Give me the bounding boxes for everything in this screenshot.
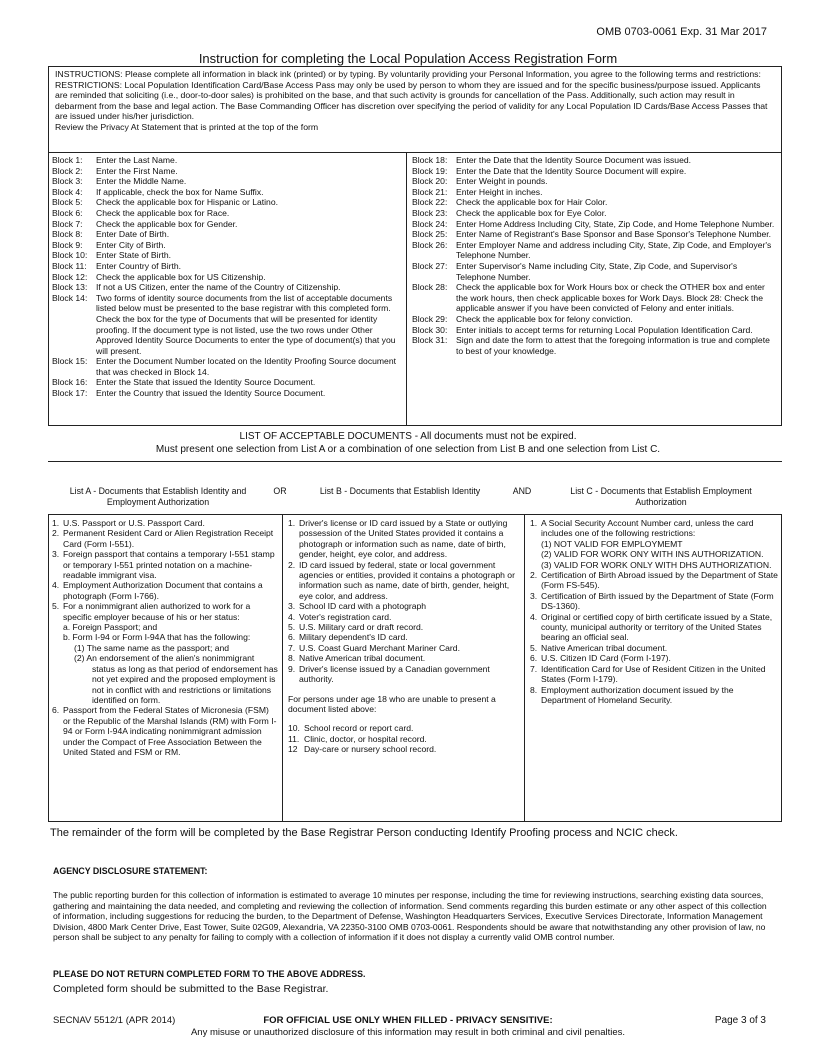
block-number: Block 19: — [412, 165, 448, 176]
list-item: 1. Driver's license or ID card issued by a State or outlying possession of the United States provided it contains a photograph or information such as name, date of birth, gender, height, eye color, and address. — [288, 518, 508, 560]
block-number: Block 22: — [412, 197, 448, 208]
divider — [524, 514, 525, 822]
list-subitem: (1) NOT VALID FOR EMPLOYMEMT — [541, 538, 683, 549]
block-instruction — [412, 240, 778, 261]
blocks-left-column — [52, 155, 402, 399]
block-text: Check the applicable box for Race. — [96, 207, 230, 218]
official-use-notice: FOR OFFICIAL USE ONLY WHEN FILLED - PRIVACY SENSITIVE: — [263, 1015, 553, 1026]
acceptable-documents-subtitle: Must present one selection from List A or a combination of one selection from List B and one selection from List C. — [155, 444, 661, 455]
list-item: 3. Foreign passport that contains a temporary I-551 stamp or temporary I-551 printed notation on a machine-readable immigrant visa. — [52, 549, 275, 581]
block-number: Block 14: — [52, 292, 88, 303]
list-item: 2. Certification of Birth Abroad issued by the Department of State (Form FS-545). — [530, 570, 778, 591]
block-text: Enter Name of Registrant's Base Sponsor and Base Sponsor's Telephone Number. — [456, 229, 772, 240]
list-item: 4. Original or certified copy of birth certificate issued by a State, county, municipal authority or territory of the United States bearing an official seal. — [530, 611, 773, 643]
block-number: Block 4: — [52, 186, 83, 197]
block-number: Block 15: — [52, 356, 88, 367]
block-instruction — [412, 282, 778, 314]
block-number: Block 31: — [412, 335, 448, 346]
block-text: Check the applicable box for Work Hours box or check the OTHER box and enter the work hours, then check applicable boxes for Work Days. Block 28: Check the applicable answer if you have been convicted of Felony and enter initials. — [456, 282, 765, 314]
agency-disclosure-heading: AGENCY DISCLOSURE STATEMENT: — [53, 866, 208, 876]
block-instruction — [52, 377, 402, 388]
list-item: 2. Permanent Resident Card or Alien Registration Receipt Card (Form I-551). — [52, 528, 274, 549]
block-number: Block 5: — [52, 197, 83, 208]
block-number: Block 16: — [52, 377, 88, 388]
list-item: 3. School ID card with a photograph — [288, 601, 427, 612]
form-id: SECNAV 5512/1 (APR 2014) — [53, 1015, 176, 1026]
acceptable-documents-header — [0, 430, 816, 456]
block-text: Check the applicable box for Eye Color. — [456, 207, 607, 218]
list-item: 12 Day-care or nursery school record. — [288, 744, 437, 755]
list-c-heading: List C - Documents that Establish Employment Authorization — [570, 486, 752, 507]
block-instruction — [412, 335, 778, 356]
list-item: 7. U.S. Coast Guard Merchant Mariner Card. — [288, 642, 460, 653]
block-instruction — [52, 197, 402, 208]
block-instruction — [52, 166, 402, 177]
block-instruction — [412, 187, 778, 198]
block-instruction — [52, 155, 402, 166]
block-number: Block 7: — [52, 218, 83, 229]
block-text: Enter Employer Name and address including City, State, Zip Code, and Employer's Telephone Number. — [456, 239, 772, 261]
block-text: Two forms of identity source documents from the list of acceptable documents listed below must be presented to the base registrar with this completed form. Check the box for the type of Documents that will be presented for identity proofing. If the document type is not listed, use the two rows under Other Approved Identity Source Documents to enter the type of document(s) that you will present. — [96, 292, 396, 356]
block-instruction — [52, 250, 402, 261]
minors-note: For persons under age 18 who are unable to present a document listed above: — [288, 693, 496, 714]
privacy-note: Review the Privacy At Statement that is printed at the top of the form — [55, 121, 319, 132]
block-instruction — [52, 176, 402, 187]
list-a — [52, 518, 278, 757]
block-text: If not a US Citizen, enter the name of the Country of Citizenship. — [96, 282, 341, 293]
block-text: Check the applicable box for Hair Color. — [456, 197, 608, 208]
block-text: Check the applicable box for felony conviction. — [456, 313, 633, 324]
divider — [406, 153, 407, 426]
list-subitem: (2) VALID FOR WORK ONY WITH INS AUTHORIZATION. — [541, 549, 764, 560]
list-item: 3. Certification of Birth issued by the Department of State (Form DS-1360). — [530, 590, 774, 612]
block-instruction — [412, 176, 778, 187]
block-instruction — [52, 272, 402, 283]
list-item: 6. Military dependent's ID card. — [288, 632, 408, 643]
block-instruction — [52, 293, 402, 357]
block-number: Block 11: — [52, 260, 87, 271]
block-text: Enter the Middle Name. — [96, 176, 187, 187]
block-instruction — [412, 314, 778, 325]
list-item: 10. School record or report card. — [288, 723, 414, 734]
block-text: Enter the State that issued the Identity Source Document. — [96, 377, 316, 388]
agency-disclosure-text: The public reporting burden for this collection of information is estimated to average 10 minutes per response, including the time for reviewing instructions, searching existing data sources, gathering and maintaining the data needed, and completing and reviewing the collection of information. Send comments regarding this burden estimate or any other aspect of this collection of information, including suggestions for reducing the burden, to the Department of Defense, Washington Headquarters Services, Executive Services Directorate, Information Management Division, 4800 Mark Center Drive, East Tower, Suite 02G09, Alexandria, VA 22350-3100 OMB 0703-0061. Respondents should be aware that notwithstanding any other provision of law, no person shall be subject to any penalty for failing to comply with a collection of information if it does not display a currently valid OMB control number. — [53, 890, 767, 943]
block-instruction — [52, 356, 402, 377]
block-instruction — [412, 197, 778, 208]
list-item: 2. ID card issued by federal, state or local government agencies or entities, provided it contains a photograph or information such as name, date of birth, gender, height, eye color, and address. — [288, 559, 515, 601]
list-item: 6. Passport from the Federal States of Micronesia (FSM) or the Republic of the Marshal Islands (RM) with Form I-94 or Form I-94A indicating nonimmigrant admission under the Compact of Free Association Between the United Stated and FSM or RM. — [52, 705, 277, 757]
submit-note: Completed form should be submitted to the Base Registrar. — [53, 983, 329, 995]
restrictions-paragraph: RESTRICTIONS: Local Population Identification Card/Base Access Pass may only be used by person to whom they are issued and for the specific business/purpose issued. Applicants are reminded that soliciting (i.e., door-to-door sales) is prohibited on the base, and that such activity is grounds for cancellation of the Pass. Additionally, such action may result in debarment from the base and legal action. The Base Commanding Officer has discretion over specifying the period of validity for any Local Population ID Cards/Base Access Passes that are issued under his/her jurisdiction. — [55, 79, 768, 122]
block-text: Enter initials to accept terms for returning Local Population Identification Card. — [456, 324, 753, 335]
list-b — [288, 518, 520, 755]
list-item: 11. Clinic, doctor, or hospital record. — [288, 733, 427, 744]
block-text: Enter the Date that the Identity Source Document will expire. — [456, 165, 687, 176]
block-text: Enter Country of Birth. — [96, 260, 182, 271]
list-item: 9. Driver's license issued by a Canadian government authority. — [288, 663, 490, 685]
block-instruction — [52, 229, 402, 240]
block-text: Enter the First Name. — [96, 165, 178, 176]
and-label: AND — [512, 486, 532, 496]
misuse-warning: Any misuse or unauthorized disclosure of this information may result in both criminal and civil penalties. — [190, 1027, 626, 1038]
list-b-heading: List B - Documents that Establish Identity — [319, 486, 481, 496]
block-number: Block 24: — [412, 218, 448, 229]
divider — [48, 152, 782, 153]
list-item: 4. Employment Authorization Document that contains a photograph (Form I-766). — [52, 580, 263, 601]
block-text: Check the applicable box for Hispanic or Latino. — [96, 197, 279, 208]
block-text: Check the applicable box for US Citizenship. — [96, 271, 266, 282]
block-number: Block 8: — [52, 229, 83, 240]
block-number: Block 3: — [52, 176, 83, 187]
block-instruction — [52, 282, 402, 293]
list-item: 8. Employment authorization document issued by the Department of Homeland Security. — [530, 684, 734, 705]
block-instruction — [52, 240, 402, 251]
block-number: Block 13: — [52, 282, 88, 293]
block-number: Block 28: — [412, 282, 448, 293]
or-label: OR — [273, 486, 287, 496]
block-text: Enter Supervisor's Name including City, State, Zip Code, and Supervisor's Telephone Number. — [456, 260, 738, 282]
block-number: Block 29: — [412, 313, 448, 324]
instructions-text — [55, 69, 775, 133]
block-text: Enter Date of Birth. — [96, 229, 170, 240]
block-number: Block 30: — [412, 324, 448, 335]
list-subitem: (3) VALID FOR WORK ONLY WITH DHS AUTHORIZATION. — [541, 559, 772, 570]
block-text: Enter Weight in pounds. — [456, 176, 548, 187]
block-text: Enter the Last Name. — [96, 155, 178, 165]
block-instruction — [412, 219, 778, 230]
block-number: Block 17: — [52, 388, 88, 399]
block-number: Block 6: — [52, 207, 83, 218]
block-number: Block 25: — [412, 229, 448, 240]
block-text: Enter State of Birth. — [96, 250, 171, 261]
block-instruction — [52, 187, 402, 198]
list-c — [530, 518, 778, 705]
list-item: 1. A Social Security Account Number card, unless the card includes one of the following restrictions: — [530, 518, 754, 539]
block-number: Block 27: — [412, 260, 448, 271]
divider — [282, 514, 283, 822]
block-number: Block 26: — [412, 239, 448, 250]
list-subitem: a. Foreign Passport; and — [63, 622, 158, 633]
divider — [48, 461, 782, 462]
block-number: Block 18: — [412, 155, 448, 165]
list-item: 6. U.S. Citizen ID Card (Form I-197). — [530, 653, 671, 664]
block-number: Block 10: — [52, 250, 88, 261]
block-text: Enter Height in inches. — [456, 186, 543, 197]
block-text: If applicable, check the box for Name Suffix. — [96, 186, 264, 197]
no-return-notice: PLEASE DO NOT RETURN COMPLETED FORM TO THE ABOVE ADDRESS. — [53, 969, 366, 979]
block-text: Enter the Date that the Identity Source Document was issued. — [456, 155, 692, 165]
remainder-note: The remainder of the form will be completed by the Base Registrar Person conducting Identify Proofing process and NCIC check. — [50, 827, 678, 839]
list-item: 4. Voter's registration card. — [288, 611, 392, 622]
block-number: Block 1: — [52, 155, 83, 165]
list-item: 7. Identification Card for Use of Resident Citizen in the United States (Form I-179). — [530, 663, 766, 685]
spacer — [288, 714, 520, 723]
block-text: Sign and date the form to attest that the foregoing information is true and complete to best of your knowledge. — [456, 335, 770, 356]
block-number: Block 2: — [52, 165, 83, 176]
block-instruction — [52, 261, 402, 272]
instructions-paragraph: INSTRUCTIONS: Please complete all information in black ink (printed) or by typing. By voluntarily providing your Personal Information, you agree to the following terms and restrictions: — [55, 69, 761, 79]
block-text: Enter the Country that issued the Identity Source Document. — [96, 388, 326, 399]
block-number: Block 21: — [412, 186, 448, 197]
omb-number: OMB 0703-0061 Exp. 31 Mar 2017 — [596, 26, 767, 38]
block-instruction — [412, 261, 778, 282]
list-a-heading: List A - Documents that Establish Identity and Employment Authorization — [69, 486, 247, 507]
block-number: Block 9: — [52, 239, 83, 250]
list-subitem: (2) An endorsement of the alien's nonimmigrant status as long as that period of endorsement has not yet expired and the proposed employment is not in conflict with and restrictions or limitations identified on form. — [74, 653, 278, 705]
block-number: Block 12: — [52, 271, 88, 282]
block-instruction — [412, 155, 778, 166]
list-item: 5. U.S. Military card or draft record. — [288, 622, 424, 633]
block-instruction — [412, 325, 778, 336]
list-item: 5. Native American tribal document. — [530, 642, 668, 653]
block-instruction — [412, 229, 778, 240]
block-instruction — [52, 388, 402, 399]
block-text: Enter Home Address Including City, State, Zip Code, and Home Telephone Number. — [456, 218, 775, 229]
list-subitem: b. Form I-94 or Form I-94A that has the following: — [63, 632, 251, 643]
block-text: Enter City of Birth. — [96, 239, 166, 250]
block-text: Check the applicable box for Gender. — [96, 218, 238, 229]
block-instruction — [52, 219, 402, 230]
list-item: 5. For a nonimmigrant alien authorized to work for a specific employer because of his or her status: — [52, 601, 251, 622]
block-number: Block 23: — [412, 207, 448, 218]
block-instruction — [52, 208, 402, 219]
block-instruction — [412, 208, 778, 219]
page-title: Instruction for completing the Local Population Access Registration Form — [198, 51, 618, 66]
acceptable-documents-title: LIST OF ACCEPTABLE DOCUMENTS - All documents must not be expired. — [239, 431, 577, 442]
block-instruction — [412, 166, 778, 177]
list-subitem: (1) The same name as the passport; and — [74, 642, 230, 653]
page-number: Page 3 of 3 — [714, 1015, 766, 1026]
list-item: 8. Native American tribal document. — [288, 653, 426, 664]
block-number: Block 20: — [412, 176, 448, 187]
block-text: Enter the Document Number located on the Identity Proofing Source document that was checked in Block 14. — [96, 356, 396, 377]
blocks-right-column — [412, 155, 778, 356]
spacer — [288, 685, 520, 694]
list-item: 1. U.S. Passport or U.S. Passport Card. — [52, 518, 205, 528]
